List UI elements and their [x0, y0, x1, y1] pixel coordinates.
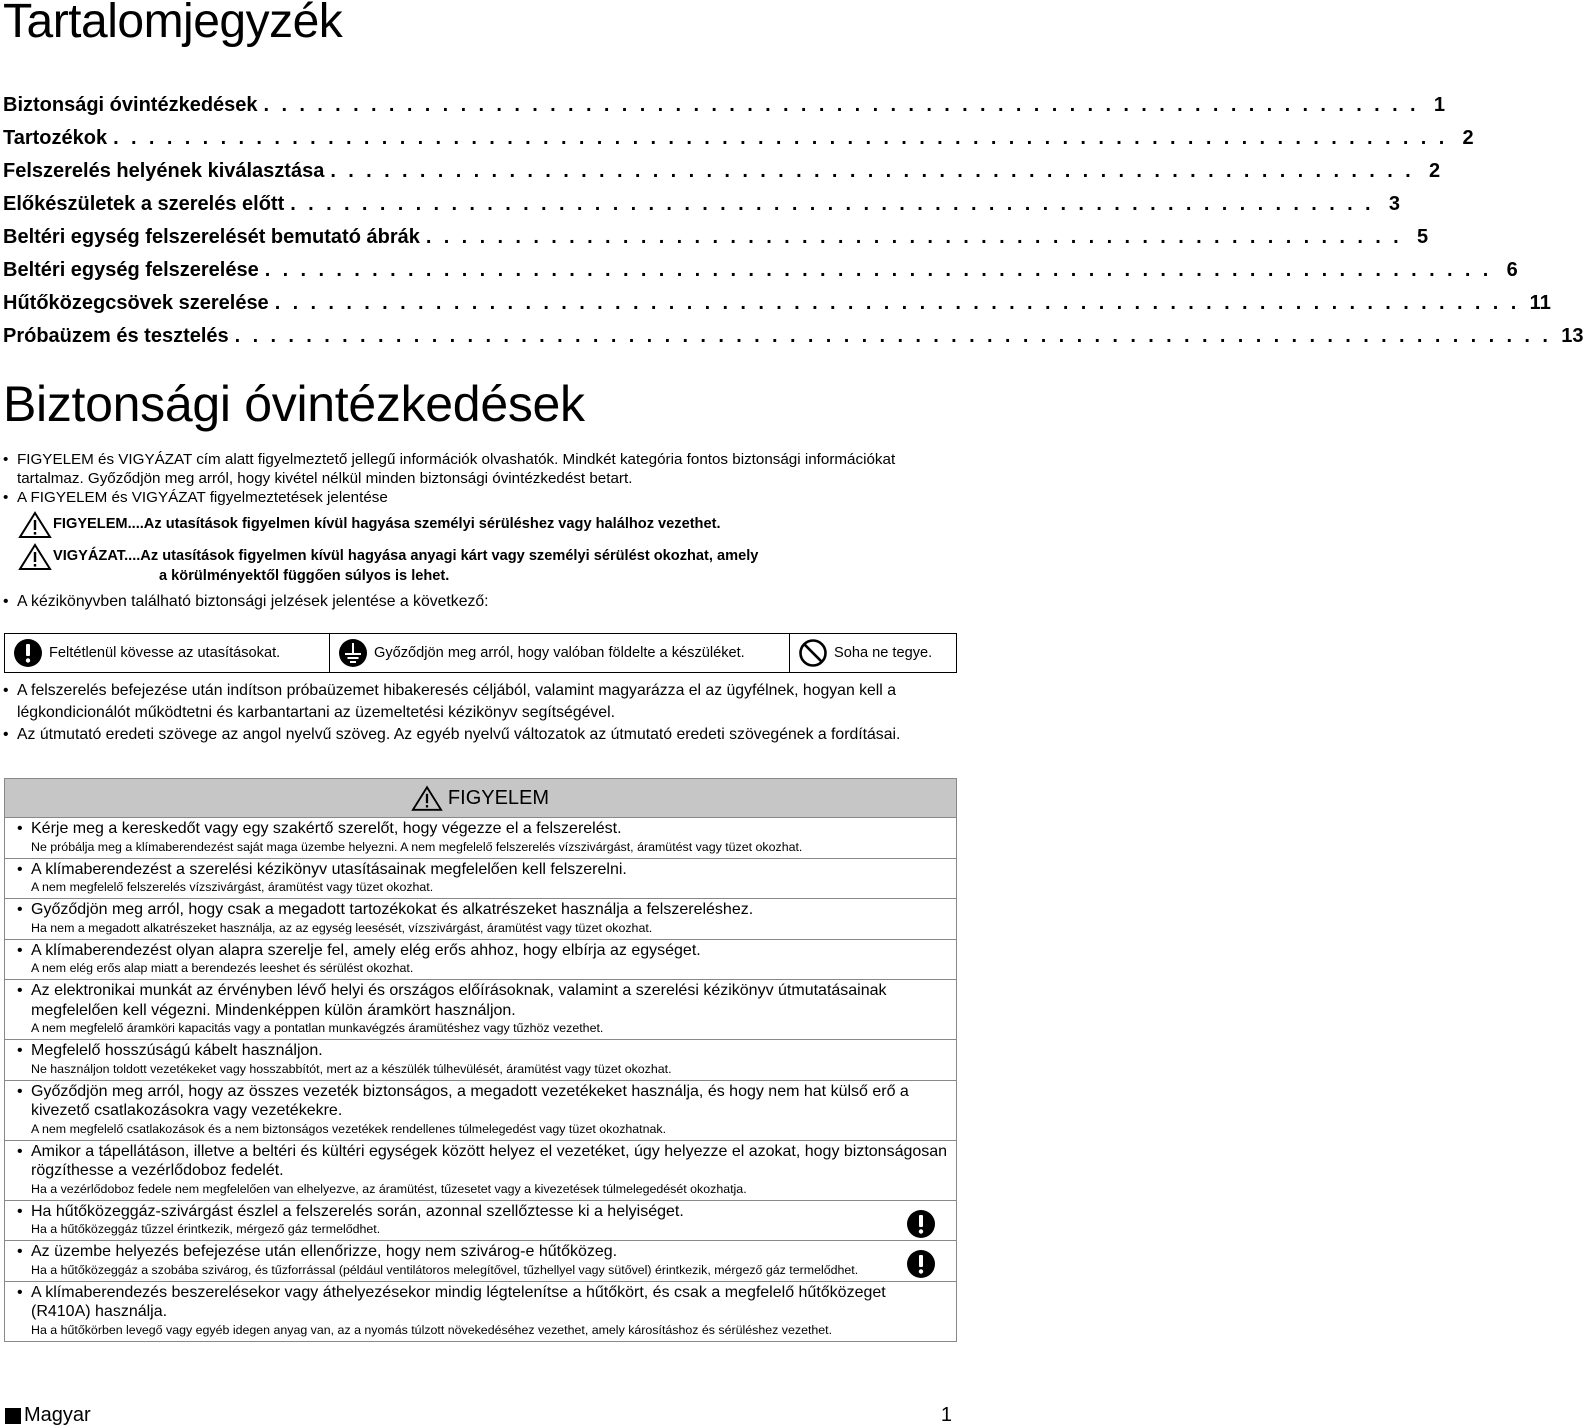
- warning-item: [5, 1039, 956, 1080]
- symbol-text: Feltétlenül kövesse az utasításokat.: [49, 645, 281, 661]
- toc-entry-page: 5: [1417, 226, 1429, 248]
- warning-item-main: • Kérje meg a kereskedőt vagy egy szakértő szerelőt, hogy végezze el a felszerelést.: [31, 820, 622, 837]
- warning-item: [5, 858, 956, 899]
- warning-item-detail: A nem elég erős alap miatt a berendezés leeshet és sérülést okozhat.: [31, 961, 414, 975]
- toc-leader-dots: . . . . . . . . . . . . . . . . . . . . . . . . . . . . . . . . . . . . . . . . . . . . . . . . . . . . . . . . . . . . .: [290, 193, 1375, 215]
- toc-entry-title: Felszerelés helyének kiválasztása: [3, 160, 325, 182]
- toc-entry-page: 2: [1428, 160, 1441, 182]
- toc-leader-dots: . . . . . . . . . . . . . . . . . . . . . . . . . . . . . . . . . . . . . . . . . . . . . . . . . . . . . . .: [425, 226, 1403, 248]
- intro-bullet: • A kézikönyvben található biztonsági jelzések jelentése a következő:: [3, 592, 955, 611]
- toc-leader-dots: . . . . . . . . . . . . . . . . . . . . . . . . . . . . . . . . . . . . . . . . . . . . . . . . . . . . . . . . . . . . .: [330, 160, 1415, 182]
- symbol-text: Győződjön meg arról, hogy valóban földelte a készüléket.: [374, 645, 745, 661]
- warning-item-detail: Ne próbálja meg a klímaberendezést saját maga üzembe helyezni. A nem megfelelő felszerelés vízszivárgást, áramütést vagy tüzet okozhat.: [31, 839, 803, 854]
- toc-leader-dots: . . . . . . . . . . . . . . . . . . . . . . . . . . . . . . . . . . . . . . . . . . . . . . . . . . . . . . . . . . . . . . . . . . . . .: [264, 259, 1492, 281]
- toc-entry-title: Beltéri egység felszerelése: [3, 259, 259, 281]
- toc-entry-page: 2: [1462, 127, 1474, 149]
- warning-item-detail: Ha a hűtőközeggáz a szobába szivárog, és tűzforrással (például ventilátoros melegítővel, tűzhellyel vagy sütővel) érintkezik, mérgező gáz termelődhet.: [31, 1262, 859, 1277]
- warning-item-main: • Az elektronikai munkát az érvényben lévő helyi és országos előírásoknak, valamint a szerelési kézikönyv útmutatásainak megfelelően kell végezni. Mindenképpen külön áramkört használjon.: [31, 982, 887, 1019]
- warning-triangle-icon: [412, 786, 442, 811]
- symbol-cell-ground: [330, 634, 790, 672]
- warning-item-detail: Ha a hűtőközeggáz tűzzel érintkezik, mérgező gáz termelődhet.: [31, 1222, 381, 1236]
- toc-entry-page: 11: [1529, 292, 1551, 314]
- warning-item-main: • Győződjön meg arról, hogy csak a megadott tartozékokat és alkatrészeket használja a felszereléshez.: [31, 901, 754, 918]
- warning-item-main: • Megfelelő hosszúságú kábelt használjon.: [31, 1042, 323, 1059]
- toc-entry[interactable]: [3, 249, 1518, 282]
- warning-item-detail: Ha a hűtőkörben levegő vagy egyéb idegen anyag van, az a nyomás túlzott növekedéséhez vezethet, amely károsításhoz és sérüléshez vezethet.: [31, 1322, 833, 1337]
- toc-entry-page: 3: [1388, 193, 1401, 215]
- symbol-cell-prohibited: [790, 634, 956, 672]
- square-bullet-icon: [5, 1408, 21, 1424]
- note-bullet: • Az útmutató eredeti szövege az angol nyelvű szöveg. Az egyéb nyelvű változatok az útmutató eredeti szövegének a fordításai.: [3, 724, 955, 746]
- section-title: Biztonsági óvintézkedések: [3, 376, 585, 432]
- warning-triangle-icon: [19, 512, 51, 538]
- warning-item-detail: A nem megfelelő felszerelés vízszivárgást, áramütést vagy tüzet okozhat.: [31, 880, 434, 894]
- caution-definition-cont: a körülményektől függően súlyos is lehet.: [159, 568, 450, 584]
- warning-item-detail: A nem megfelelő áramköri kapacitás vagy a pontatlan munkavégzés áramütéshez vagy tűzhöz vezethet.: [31, 1021, 604, 1035]
- post-install-notes: [3, 680, 955, 746]
- warning-item-main: • A klímaberendezés beszerelésekor vagy áthelyezésekor mindig légtelenítse a hűtőkört, és csak a megfelelő hűtőközeget (R410A) használja.: [31, 1283, 886, 1320]
- warning-item-detail: Ha a vezérlődoboz fedele nem megfelelően van elhelyezve, az áramütést, tűzesetet vagy a kivezetések túlmelegedését okozhatja.: [31, 1181, 747, 1196]
- ground-icon: [338, 638, 368, 668]
- warning-definition-text: FIGYELEM....Az utasítások figyelmen kívül hagyása személyi sérüléshez vagy halálhoz vezethet.: [53, 516, 721, 532]
- toc-entry-title: Beltéri egység felszerelését bemutató ábrák: [3, 226, 420, 248]
- toc-entry[interactable]: [3, 183, 1401, 216]
- toc-entry-title: Előkészületek a szerelés előtt: [3, 193, 285, 215]
- page-footer: [3, 1404, 91, 1427]
- warning-item-main: • A klímaberendezést olyan alapra szerelje fel, amely elég erős ahhoz, hogy elbírja az egységet.: [31, 941, 701, 959]
- warning-item-detail: Ne használjon toldott vezetékeket vagy hosszabbítót, mert az a készülék túlhevülését, áramütést vagy tüzet okozhat.: [31, 1061, 672, 1076]
- toc-title: Tartalomjegyzék: [3, 0, 343, 48]
- toc-leader-dots: . . . . . . . . . . . . . . . . . . . . . . . . . . . . . . . . . . . . . . . . . . . . . . . . . . . . . . . . . . . . . . . . . . . . . . . . . .: [234, 325, 1552, 347]
- toc-entry-title: Próbaüzem és tesztelés: [3, 325, 229, 347]
- toc-leader-dots: . . . . . . . . . . . . . . . . . . . . . . . . . . . . . . . . . . . . . . . . . . . . . . . . . . . . . . . . . . . . . . . . .: [263, 94, 1419, 116]
- warning-item: [5, 979, 956, 1039]
- toc-entry[interactable]: [3, 315, 1584, 348]
- note-bullet: • A felszerelés befejezése után indítson próbaüzemet hibakeresés céljából, valamint magyarázza el az ügyfélnek, hogyan kell a légkondicionálót működtetni és karbantartani az üzemeltetési kézikönyv segítségével.: [3, 680, 955, 724]
- prohibited-icon: [798, 638, 828, 668]
- warning-definition: [3, 514, 955, 534]
- safety-intro: [3, 450, 955, 611]
- symbol-legend-table: [4, 633, 957, 673]
- toc-entry-title: Tartozékok: [3, 127, 108, 149]
- toc-entry-title: Hűtőközegcsövek szerelése: [3, 292, 269, 314]
- figyelem-header: [4, 778, 957, 818]
- warning-item: [5, 898, 956, 939]
- toc-entry-page: 6: [1506, 259, 1518, 281]
- warning-item-main: • Ha hűtőközeggáz-szivárgást észlel a felszerelés során, azonnal szellőztesse ki a helyiséget.: [31, 1202, 684, 1220]
- toc-entry[interactable]: [3, 117, 1474, 150]
- warning-item: [5, 939, 956, 980]
- warning-item: [5, 1080, 956, 1140]
- mandatory-icon: [906, 1209, 936, 1244]
- figyelem-list: [4, 818, 957, 1342]
- page-number: 1: [940, 1404, 952, 1426]
- caution-definition: [3, 546, 955, 586]
- warning-item: [5, 1140, 956, 1200]
- toc-entry[interactable]: [3, 216, 1429, 249]
- toc-leader-dots: . . . . . . . . . . . . . . . . . . . . . . . . . . . . . . . . . . . . . . . . . . . . . . . . . . . . . . . . . . . . . . . . . . . . . . . . . . .: [113, 127, 1448, 149]
- toc-entry[interactable]: [3, 150, 1441, 183]
- warning-item-main: • A klímaberendezést a szerelési kézikönyv utasításainak megfelelően kell felszerelni.: [31, 860, 627, 878]
- toc-entry[interactable]: [3, 282, 1551, 315]
- figyelem-title: FIGYELEM: [447, 786, 550, 809]
- warning-item: [5, 1240, 956, 1281]
- toc-entry-title: Biztonsági óvintézkedések: [3, 94, 258, 116]
- toc-entry-page: 1: [1433, 94, 1445, 116]
- mandatory-icon: [906, 1249, 936, 1284]
- caution-triangle-icon: [19, 544, 51, 570]
- caution-definition-text: VIGYÁZAT....Az utasítások figyelmen kívül hagyása anyagi kárt vagy személyi sérülést okozhat, amely: [53, 548, 759, 564]
- mandatory-icon: [13, 638, 43, 668]
- warning-item: [5, 818, 956, 858]
- table-of-contents: [3, 84, 1584, 348]
- intro-bullet: • A FIGYELEM és VIGYÁZAT figyelmeztetések jelentése: [3, 488, 955, 507]
- symbol-cell-mandatory: [5, 634, 330, 672]
- footer-language: Magyar: [24, 1404, 91, 1426]
- warning-item-main: • Az üzembe helyezés befejezése után ellenőrizze, hogy nem szivárog-e hűtőközeg.: [31, 1243, 618, 1260]
- warning-item-detail: A nem megfelelő csatlakozások és a nem biztonságos vezetékek rendellenes túlmelegedést vagy tüzet okozhatnak.: [31, 1121, 667, 1136]
- warning-item-detail: Ha nem a megadott alkatrészeket használja, az az egység leesését, vízszivárgást, áramütést vagy tüzet okozhat.: [31, 920, 653, 935]
- toc-leader-dots: . . . . . . . . . . . . . . . . . . . . . . . . . . . . . . . . . . . . . . . . . . . . . . . . . . . . . . . . . . . . . . . . . . . . . .: [274, 292, 1520, 314]
- toc-entry[interactable]: [3, 84, 1445, 117]
- symbol-text: Soha ne tegye.: [834, 645, 933, 661]
- warning-item: [5, 1200, 956, 1241]
- warning-item-main: • Amikor a tápellátáson, illetve a beltéri és kültéri egységek között helyez el vezetéket, úgy helyezze el azokat, hogy biztonságosan rögzíthesse a vezérlődoboz fedelét.: [31, 1142, 948, 1179]
- warning-item: [5, 1281, 956, 1341]
- warning-item-main: • Győződjön meg arról, hogy az összes vezeték biztonságos, a megadott vezetékeket használja, és hogy nem hat külső erő a kivezető csatlakozásokra vagy vezetékekre.: [31, 1082, 909, 1119]
- intro-bullet: • FIGYELEM és VIGYÁZAT cím alatt figyelmeztető jellegű információk olvashatók. Mindkét kategória fontos biztonsági információkat tartalmaz. Győződjön meg arról, hogy kivétel nélkül minden biztonsági óvintézkedést betart.: [3, 450, 955, 488]
- toc-entry-page: 13: [1561, 325, 1584, 347]
